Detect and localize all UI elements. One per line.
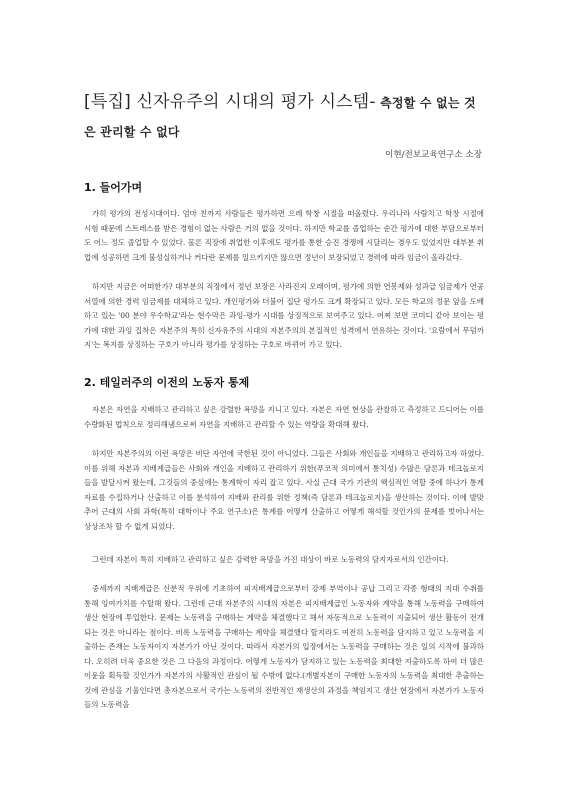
title-subtitle: 측정할 수 없는 것은 관리할 수 없다 bbox=[84, 96, 476, 139]
paragraph: 하지만 지금은 어떠한가? 대부분의 직장에서 정년 보장은 사라진지 오래이며, 평가에 의한 연봉제와 성과급 임금제가 연공서열에 의한 경력 임금제를 대체하고 있다. 개인평가와 더불어 집단 평가도 크게 확장되고 있다. 모든 학교의 정문 앞을 도배하고 있는 '00 분야 우수학교'라는 현수막은 과잉-평가 시대를 상징적으로 보여주고 있다. 어찌 보면 코미디 같아 보이는 평가에 대한 과잉 집착은 자본주의 특히 신자유주의 시대의 자본주의의 본질적인 성격에서 연유하는 것이다. '요람에서 무덤까지'는 복지를 상징하는 구호가 아니라 평가를 상징하는 구호로 바뀌어 가고 있다. bbox=[84, 282, 484, 349]
author-line: 이현/전보교육연구소 소장 bbox=[385, 150, 482, 160]
paragraph: 그런데 자본이 특히 지배하고 관리하고 싶은 강력한 욕망을 가진 대상이 바로 노동력의 담지자로서의 인간이다. bbox=[92, 555, 449, 564]
section-heading-intro: 1. 들어가며 bbox=[84, 181, 143, 194]
title-main: [특집] 신자유주의 시대의 평가 시스템- bbox=[84, 92, 376, 112]
paragraph: 가히 평가의 전성시대이다. 엄마 친까지 사람들은 평가하면 으레 학창 시절을 떠올렸다. 우리나라 사람치고 학창 시절에 시험 때문에 스트레스를 받은 경험이 없는 사람은 거의 없을 것이다. 하지만 학교를 졸업하는 순간 평가에 대한 부담으로부터도 어느 정도 졸업할 수 있었다. 물론 직장에 취업한 이후에도 평가를 통한 승진 경쟁에 시달리는 경우도 있었지만 대부분 취업에 성공하면 크게 불성실하거나 커다란 문제를 일으키지만 않으면 정년이 보장되었고 경력에 따라 임금이 올라갔다. bbox=[84, 209, 484, 262]
paragraph: 중세까지 지배계급은 신분적 우위에 기초하여 피지배계급으로부터 강제 부역이나 공납 그리고 각종 형태의 지대 수취를 통해 잉여가치를 수탈해 왔다. 그런데 근대 자본주의 시대의 자본은 피지배계급인 노동자와 계약을 통해 노동력을 구매하여 생산 현장에 투입한다. 문제는 노동력을 구매하는 계약을 체결했다고 해서 자동적으로 노동력이 지출되어 생산 활동이 전개되는 것은 아니라는 점이다. 비록 노동력을 구매하는 계약을 체결했다 할지라도 여전히 노동력을 담지하고 있고 노동력을 지출하는 존재는 노동자이지 자본가가 아닌 것이다. 따라서 자본가의 입장에서는 노동력을 구매하는 것은 일의 시작에 불과하다. 오히려 더욱 중요한 것은 그 다음의 과정이다. 어떻게 노동자가 담지하고 있는 노동력을 최대한 지출하도록 하여 더 많은 이윤을 획득할 것인가가 자본가의 사활적인 관심이 될 수밖에 없다.(개별자본이 구매한 노동자의 노동력을 최대한 추출하는 것에 관심을 기울인다면 총자본으로서 국가는 노동력의 전반적인 재생산의 과정을 책임지고 생산 현장에서 자본가가 노동자들의 노동력을 bbox=[84, 584, 484, 709]
document-title bbox=[84, 88, 484, 146]
paragraph: 하지만 자본주의의 이런 욕망은 비단 자연에 국한된 것이 아니었다. 그들은 사회와 개인들을 지배하고 관리하고자 하였다. 이를 위해 자본과 지배계급들은 사회와 개인을 지배하고 관리하기 위한(푸코적 의미에서 통치성) 수많은 담론과 테크놀로지들을 발달시켜 왔는데, 그것들의 중심에는 통계학이 자리 잡고 있다. 사실 근대 국가 기관의 핵심적인 역할 중에 하나가 통계 자료를 수집하거나 산출하고 이를 분석하여 지배와 관리를 위한 정책(즉 담론과 테크놀로지)을 생산하는 것이다. 이에 발맞추어 근대의 사회 과학(특히 대학이나 주요 연구소)은 통계를 어떻게 산출하고 어떻게 해석할 것인가의 문제를 벗어나서는 상상조차 할 수 없게 되었다. bbox=[84, 449, 484, 531]
section-heading-taylorism: 2. 테일러주의 이전의 노동자 통제 bbox=[84, 376, 250, 389]
paragraph: 자본은 자연을 지배하고 관리하고 싶은 강렬한 욕망을 지니고 있다. 자본은 자연 현상을 관찰하고 측정하고 드디어는 이를 수량화된 법칙으로 정리해냄으로써 자연을 지배하고 관리할 수 있는 역량을 확대해 왔다. bbox=[84, 405, 484, 429]
